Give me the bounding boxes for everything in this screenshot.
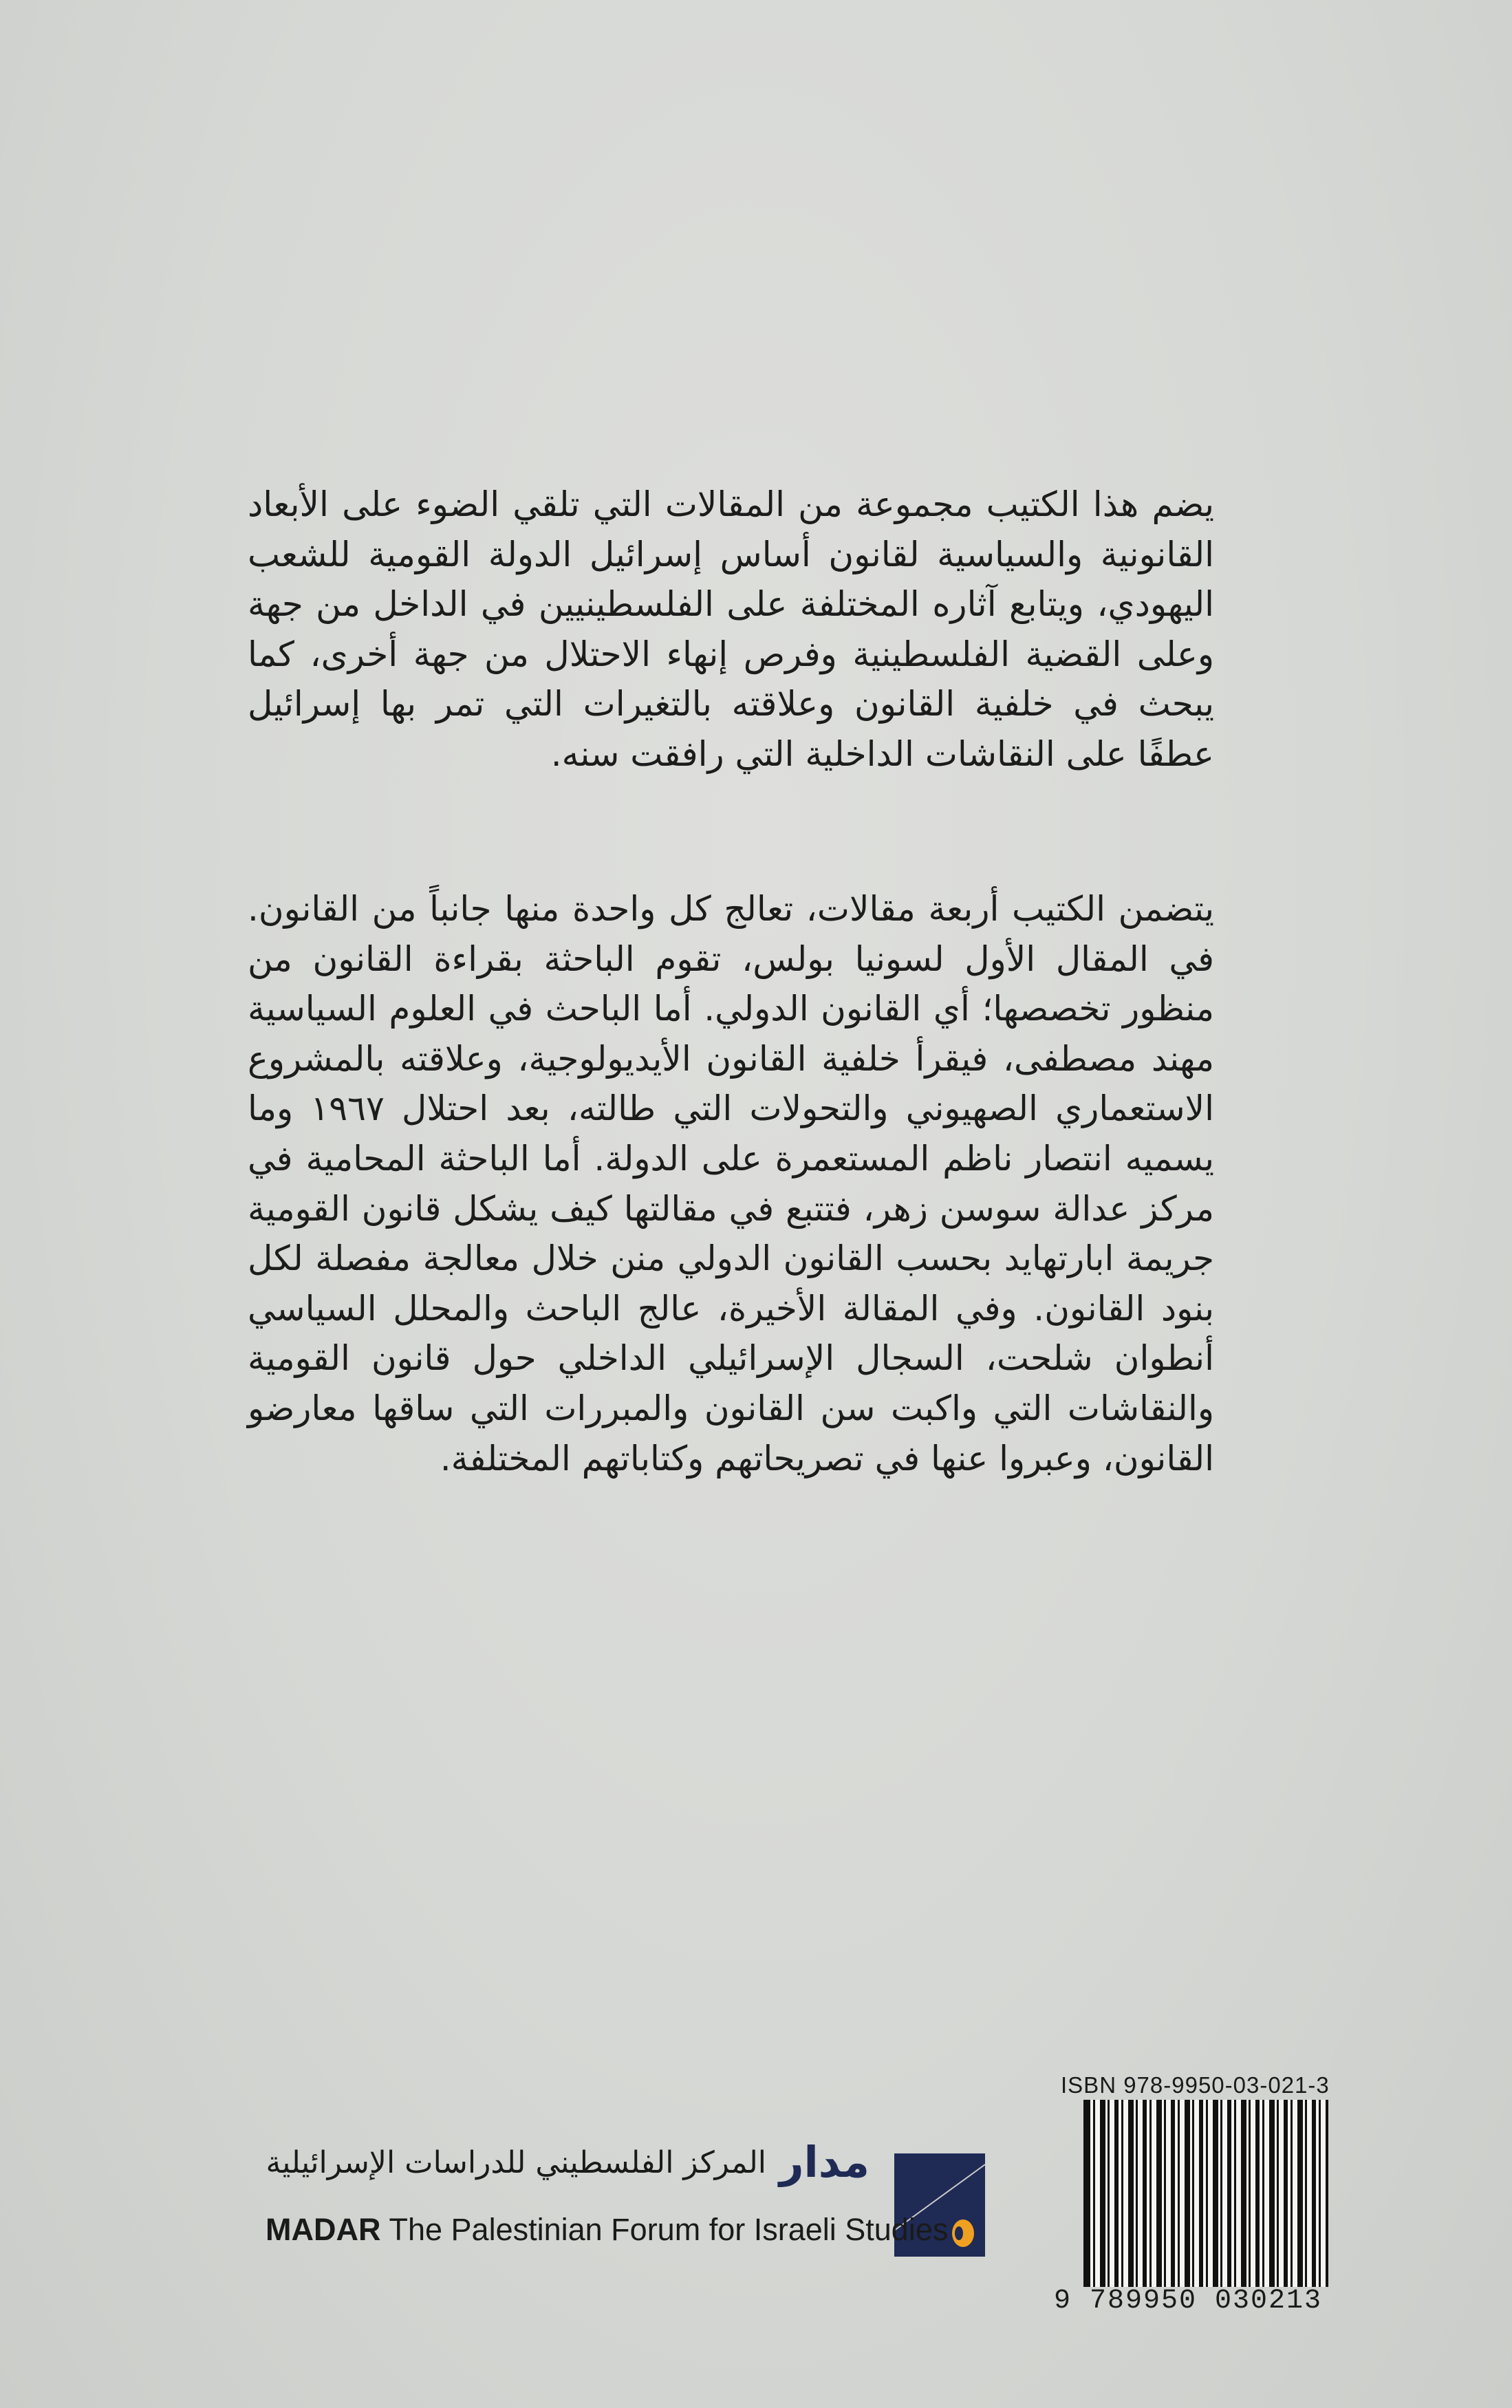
barcode-icon	[1083, 2100, 1328, 2287]
publisher-name-english	[266, 2212, 949, 2247]
blurb-paragraph-1: يضم هذا الكتيب مجموعة من المقالات التي تلقي الضوء على الأبعاد القانونية والسياسية لقانون أساس إسرائيل الدولة القومية للشعب اليهودي، ويتابع آثاره المختلفة على الفلسطينيين في الداخل من جهة وعلى القضية الفلسطينية وفرص إنهاء الاحتلال من جهة أخرى، كما يبحث في خلفية القانون وعلاقته بالتغيرات التي تمر بها إسرائيل عطفًا على النقاشات الداخلية التي رافقت سنه.	[248, 484, 1214, 774]
blurb-paragraph-2: يتضمن الكتيب أربعة مقالات، تعالج كل واحدة منها جانباً من القانون. في المقال الأول لسونيا بولس، تقوم الباحثة بقراءة القانون من منظور تخصصها؛ أي القانون الدولي. أما الباحث في العلوم السياسية مهند مصطفى، فيقرأ خلفية القانون الأيديولوجية، وعلاقته بالمشروع الاستعماري الصهيوني والتحولات التي طالته، بعد احتلال ١٩٦٧ وما يسميه انتصار ناظم المستعمرة على الدولة. أما الباحثة المحامية في مركز عدالة سوسن زهر، فتتبع في مقالتها كيف يشكل قانون القومية جريمة ابارتهايد بحسب القانون الدولي منن خلال معالجة مفصلة لكل بنود القانون. وفي المقالة الأخيرة، عالج الباحث والمحلل السياسي أنطوان شلحت، السجال الإسرائيلي الداخلي حول قانون القومية والنقاشات التي واكبت سن القانون والمبررات التي ساقها معارضو القانون، وعبروا عنها في تصريحاتهم وكتاباتهم المختلفة.	[248, 889, 1215, 1479]
barcode-digits: 9 789950 030213	[1054, 2286, 1323, 2316]
publisher-logo-english: MADAR	[266, 2212, 381, 2247]
publisher-logo-arabic: مدار	[779, 2137, 870, 2187]
isbn-label: ISBN 978-9950-03-021-3	[1061, 2072, 1330, 2098]
publisher-full-name-english: The Palestinian Forum for Israeli Studies	[389, 2212, 949, 2247]
publisher-name-arabic: المركز الفلسطيني للدراسات الإسرائيلية	[266, 2145, 766, 2180]
